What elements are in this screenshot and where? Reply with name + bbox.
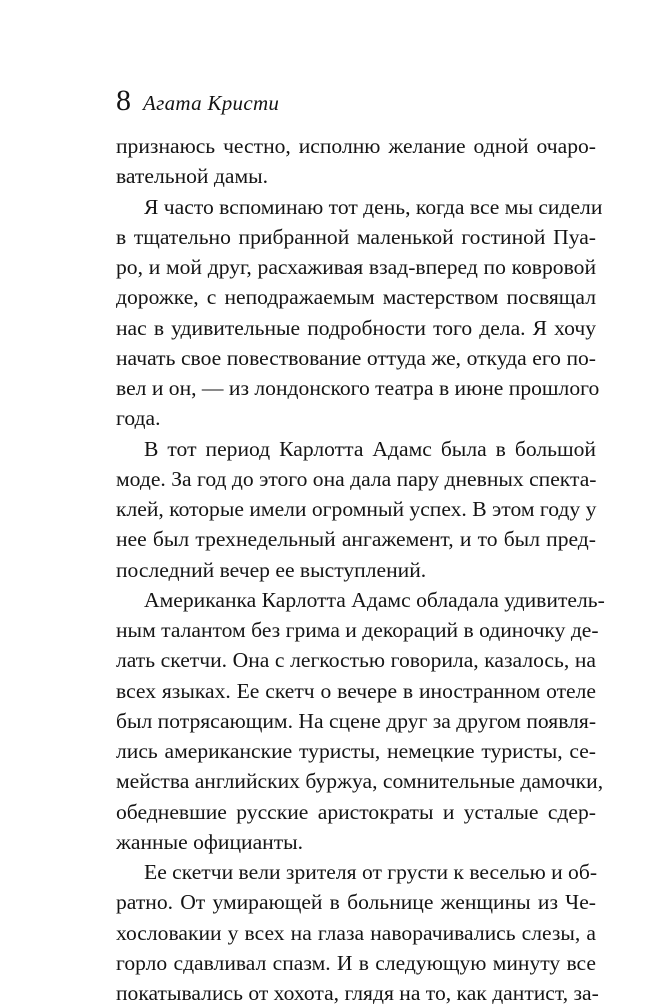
text-line: горло сдавливал спазм. И в следующую минуту все (116, 950, 596, 975)
text-line: покатывались от хохота, глядя на то, как дантист, за- (116, 981, 599, 1005)
text-line: был потрясающим. На сцене друг за другом появля- (116, 708, 597, 733)
text-line: дорожке, с неподражаемым мастерством посвящал (116, 285, 596, 310)
text-line: всех языках. Ее скетч о вечере в иностранном отеле (116, 678, 596, 703)
text-line: Ее скетчи вели зрителя от грусти к веселью и об- (144, 860, 598, 884)
text-line: последний вечер ее выступлений. (116, 557, 427, 582)
text-line: хословакии у всех на глаза наворачивались слезы, а (116, 920, 596, 945)
text-line: Я часто вспоминаю тот день, когда все мы сидели (144, 194, 603, 219)
page-header (116, 86, 279, 116)
text-line: В тот период Карлотта Адамс была в большой (144, 436, 596, 461)
page-number: 8 (116, 84, 131, 117)
text-line: ро, и мой друг, расхаживая взад-вперед по ковровой (116, 255, 596, 279)
text-line: года. (116, 406, 161, 431)
text-line: нас в удивительные подробности того дела. Я хочу (116, 315, 596, 340)
text-line: начать свое повествование оттуда же, откуда его по- (116, 345, 596, 370)
text-line: признаюсь честно, исполню желание одной очаро- (116, 134, 596, 158)
text-line: вел и он, — из лондонского театра в июне прошлого (116, 376, 600, 400)
text-line: в тщательно прибранной маленькой гостиной Пуа- (116, 224, 596, 249)
text-line: моде. За год до этого она дала пару дневных спекта- (116, 466, 597, 491)
text-line: жанные официанты. (116, 829, 304, 854)
text-line: ным талантом без грима и декораций в одиночку де- (116, 618, 599, 642)
text-line: вательной дамы. (116, 164, 269, 189)
text-line: нее был трехнедельный ангажемент, и то был пред- (116, 527, 596, 552)
text-line: мейства английских буржуа, сомнительные дамочки, (116, 769, 604, 794)
text-line: ратно. От умирающей в больнице женщины из Че- (116, 890, 596, 915)
text-line: клей, которые имели огромный успех. В этом году у (116, 497, 597, 521)
text-line: лать скетчи. Она с легкостью говорила, казалось, на (116, 648, 596, 673)
text-line: лись американские туристы, немецкие туристы, се- (116, 739, 596, 763)
text-line: Американка Карлотта Адамс обладала удивитель- (144, 587, 605, 612)
body-text (116, 131, 605, 1008)
running-title: Агата Кристи (143, 91, 280, 115)
text-line: обедневшие русские аристократы и усталые сдер- (116, 799, 596, 824)
